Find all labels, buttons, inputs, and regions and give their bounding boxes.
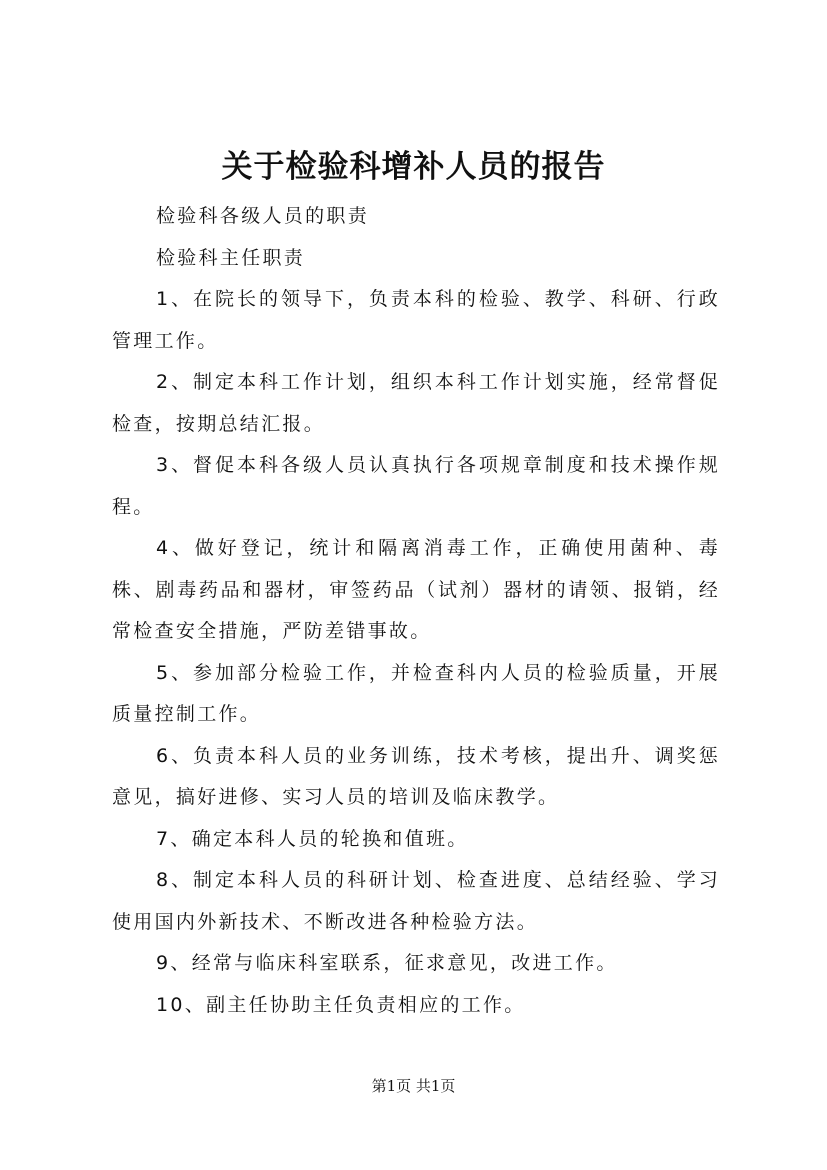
paragraph-item-10: 10、副主任协助主任负责相应的工作。 [156,993,526,1016]
paragraph-item-1: 1、在院长的领导下，负责本科的检验、教学、科研、行政管理工作。 [112,288,720,352]
paragraph-item-8: 8、制定本科人员的科研计划、检查进度、总结经验、学习使用国内外新技术、不断改进各种检验方法。 [112,869,720,933]
paragraph-item-3: 3、督促本科各级人员认真执行各项规章制度和技术操作规程。 [112,454,720,518]
paragraph-item-2: 2、制定本科工作计划，组织本科工作计划实施，经常督促检查，按期总结汇报。 [112,371,720,435]
page-number: 第1页 共1页 [371,1077,456,1095]
paragraph-item-9: 9、经常与临床科室联系，征求意见，改进工作。 [156,952,618,974]
document-title: 关于检验科增补人员的报告 [221,149,606,185]
paragraph-item-6: 6、负责本科人员的业务训练，技术考核，提出升、调奖惩意见，搞好进修、实习人员的培训及临床教学。 [112,744,720,808]
paragraph-item-4: 4、做好登记，统计和隔离消毒工作，正确使用菌种、毒株、剧毒药品和器材，审签药品（试剂）器材的请领、报销，经常检查安全措施，严防差错事故。 [112,537,720,642]
paragraph-subheading: 检验科主任职责 [156,246,306,269]
document-body [112,196,720,1026]
paragraph-item-7: 7、确定本科人员的轮换和值班。 [156,827,469,850]
page-footer [0,1076,827,1096]
paragraph-item-5: 5、参加部分检验工作，并检查科内人员的检验质量，开展质量控制工作。 [112,661,720,725]
paragraph-section-heading: 检验科各级人员的职责 [156,205,370,227]
